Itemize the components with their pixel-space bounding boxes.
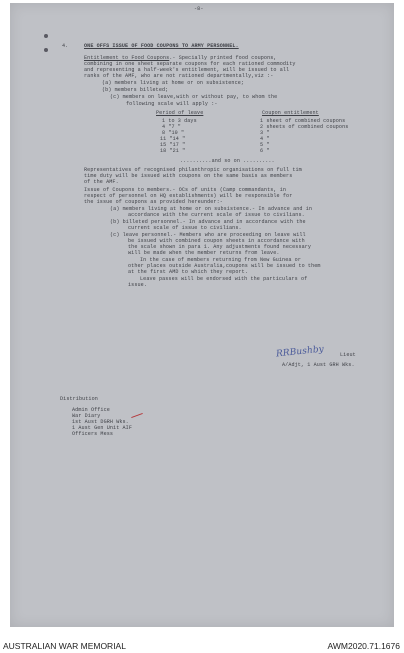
distribution-item: 1 Aust Gen Unit AIF <box>72 425 132 431</box>
scale-continuation: ..........and so on .......... <box>180 158 275 164</box>
scale-row-leave: 15 "17 " <box>160 142 186 148</box>
body-line: the scale shown in para 1. Any adjustments found necessary <box>128 244 312 250</box>
scale-row-coupons: 2 sheets of combined coupons <box>260 124 349 130</box>
scale-row-coupons: 1 sheet of combined coupons <box>260 118 346 124</box>
scale-row-coupons: 4 " <box>260 136 270 142</box>
distribution-item: Officers Mess <box>72 431 114 437</box>
red-tick-mark-icon <box>131 413 143 418</box>
paragraph-line: (c) members on leave,with or without pay, to whom the <box>110 94 278 100</box>
document-sheet <box>10 3 394 627</box>
scale-row-leave: 1 to 3 days <box>162 118 197 124</box>
body-line: (b) billeted personnel.- In advance and in accordance with the <box>110 219 306 225</box>
body-line: the issue of coupons as provided hereunder:- <box>84 199 223 205</box>
scale-header-leave: Period of leave <box>156 110 204 116</box>
body-line: (c) leave personnel.- Members who are proceeding on leave will <box>110 232 306 238</box>
body-line: Issue of Coupons to members.- OCs of units (Camp commandants, in <box>84 187 287 193</box>
paragraph-line: ranks of the AMF, who are not rationed departmentally,viz :- <box>84 73 274 79</box>
body-line: Leave passes will be endorsed with the particulars of <box>140 276 308 282</box>
body-line: issue. <box>128 282 147 288</box>
body-line: Representatives of recognised philanthropic organisations on full tim <box>84 167 302 173</box>
footer-reference-number: AWM2020.71.1676 <box>327 641 400 651</box>
body-line: accordance with the current scale of issue to civilians. <box>128 212 305 218</box>
section-number: 4. <box>62 43 69 49</box>
body-line: will be made when the member returns from leave. <box>128 250 280 256</box>
paragraph-line: following scale will apply :- <box>126 101 218 107</box>
scale-header-coupons: Coupon entitlement <box>262 110 319 116</box>
body-line: time duty will be issued with coupons on the same basis as members <box>84 173 293 179</box>
archive-footer <box>0 641 404 653</box>
body-line: current scale of issue to civilians. <box>128 225 242 231</box>
body-line: at the first AMD to which they report. <box>128 269 248 275</box>
paragraph-line: Entitlement to Food Coupons.- Specially printed food coupons, <box>84 55 277 61</box>
distribution-item: Admin Office <box>72 407 110 413</box>
typed-page <box>10 3 394 627</box>
scale-row-leave: 4 "7 " <box>162 124 181 130</box>
distribution-item: 1st Aust DGRH Wks. <box>72 419 129 425</box>
paragraph-line: (b) members billeted; <box>102 87 169 93</box>
distribution-item: War Diary <box>72 413 101 419</box>
scale-row-leave: 18 "21 " <box>160 148 186 154</box>
paragraph-line: and representing a half-week's entitlement, will be issued to all <box>84 67 290 73</box>
footer-institution: AUSTRALIAN WAR MEMORIAL <box>3 641 126 651</box>
scale-row-coupons: 6 " <box>260 148 270 154</box>
subheading-underline: Entitlement to Food Coupons <box>84 55 170 61</box>
distribution-title: Distribution <box>60 396 98 402</box>
scale-row-coupons: 3 " <box>260 130 270 136</box>
page-number: -8- <box>194 6 204 12</box>
paragraph-line: (a) members living at home or on subsistence; <box>102 80 245 86</box>
scale-row-leave: 11 "14 " <box>160 136 186 142</box>
punch-hole-icon <box>44 48 48 52</box>
section-heading: ONE OFFS ISSUE OF FOOD COUPONS TO ARMY PERSONNEL. <box>84 43 239 49</box>
signatory-rank: Lieut <box>340 352 356 358</box>
body-line: (a) members living at home or on subsistence.- In advance and in <box>110 206 313 212</box>
body-line: of the AMF. <box>84 179 119 185</box>
body-line: In the case of members returning from New Guinea or <box>140 257 301 263</box>
punch-hole-icon <box>44 34 48 38</box>
body-line: be issued with combined coupon sheets in accordance with <box>128 238 305 244</box>
handwritten-signature: RRBushby <box>275 344 325 360</box>
body-line: respect of personnel on HQ establishments) will be responsible for <box>84 193 293 199</box>
scale-row-coupons: 5 " <box>260 142 270 148</box>
scale-row-leave: 8 "10 " <box>162 130 185 136</box>
paragraph-line: combining in one sheet separate coupons for each rationed commodity <box>84 61 296 67</box>
body-line: other places outside Australia,coupons will be issued to them <box>128 263 321 269</box>
signatory-appointment: A/Adjt, 1 Aust GRH Wks. <box>282 362 355 368</box>
